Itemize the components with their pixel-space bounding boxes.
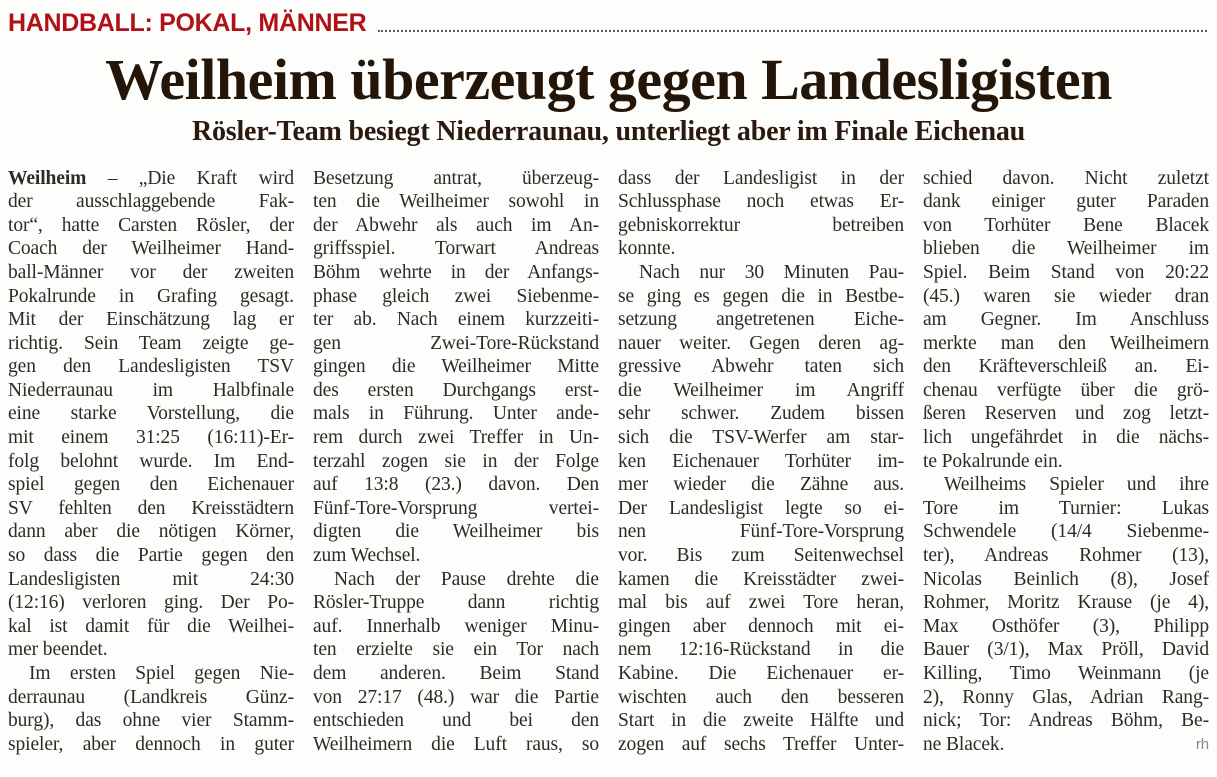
article-line: digten die Weilheimer bis xyxy=(313,521,599,543)
article-line: Start in die zweite Hälfte und xyxy=(618,710,904,732)
kicker-dotted-rule xyxy=(378,30,1207,32)
article-line: dank einiger guter Paraden xyxy=(923,191,1209,213)
article-column-3 xyxy=(618,167,904,757)
article-line: dem anderen. Beim Stand xyxy=(313,663,599,685)
article-line: chenau verfügte über die grö- xyxy=(923,379,1209,401)
article-line: nem 12:16-Rückstand in die xyxy=(618,639,904,661)
article-line: dann aber die nötigen Körner, xyxy=(8,521,294,543)
article-line: am Gegner. Im Anschluss xyxy=(923,309,1209,331)
article-line: so dass die Partie gegen den xyxy=(8,545,294,567)
article-line: Rösler-Truppe dann richtig xyxy=(313,592,599,614)
article-line: Nach der Pause drehte die xyxy=(334,568,599,590)
article-line: des ersten Durchgangs erst- xyxy=(313,379,599,401)
article-line: griffsspiel. Torwart Andreas xyxy=(313,238,599,260)
kicker-label: HANDBALL: POKAL, MÄNNER xyxy=(8,9,367,37)
article-line: Nach nur 30 Minuten Pau- xyxy=(639,261,904,283)
article-line: mer beendet. xyxy=(8,639,108,661)
article-line: den Kräfteverschleiß an. Ei- xyxy=(923,356,1209,378)
article-subheadline: Rösler-Team besiegt Niederraunau, unterliegt aber im Finale Eichenau xyxy=(191,116,1026,148)
article-line: gen den Landesligisten TSV xyxy=(8,356,294,378)
article-line: ßeren Reserven und zog letzt- xyxy=(923,403,1209,425)
article-line: von Torhüter Bene Blacek xyxy=(923,214,1209,236)
author-initials: rh xyxy=(1195,735,1209,753)
article-line: rh ne Blacek. xyxy=(923,733,1209,755)
article-line: von 27:17 (48.) war die Partie xyxy=(313,686,599,708)
article-line: eine starke Vorstellung, die xyxy=(8,403,294,425)
article-line: setzung angetretenen Eiche- xyxy=(618,309,904,331)
article-headline: Weilheim überzeugt gegen Landesligisten xyxy=(105,47,1112,112)
article-line: der Abwehr als auch im An- xyxy=(313,214,599,236)
article-line: spieler, aber dennoch in guter xyxy=(8,733,294,755)
article-line: die Weilheimer im Angriff xyxy=(618,379,904,401)
article-line: Spiel. Beim Stand von 20:22 xyxy=(923,261,1209,283)
article-line: Nicolas Beinlich (8), Josef xyxy=(923,568,1209,590)
article-line: ten die Weilheimer sowohl in xyxy=(313,191,599,213)
article-line: gebniskorrektur betreiben xyxy=(618,214,904,236)
article-column-4 xyxy=(923,167,1209,757)
article-line: kamen die Kreisstädter zwei- xyxy=(618,568,904,590)
article-line: se ging es gegen die in Bestbe- xyxy=(618,285,904,307)
article-line: nen Fünf-Tore-Vorsprung xyxy=(618,521,904,543)
article-line: nick; Tor: Andreas Böhm, Be- xyxy=(923,710,1209,732)
article-line: dass der Landesligist in der xyxy=(618,167,904,189)
article-line: SV fehlten den Kreisstädtern xyxy=(8,497,294,519)
dateline: Weilheim xyxy=(8,167,87,189)
article-line: sehr schwer. Zudem bissen xyxy=(618,403,904,425)
article-line: mal bis auf zwei Tore heran, xyxy=(618,592,904,614)
article-line: 2), Ronny Glas, Adrian Rang- xyxy=(923,686,1209,708)
article-line: Kabine. Die Eichenauer er- xyxy=(618,663,904,685)
article-line: gingen aber dennoch mit ei- xyxy=(618,615,904,637)
article-line: ter), Andreas Rohmer (13), xyxy=(923,545,1209,567)
article-columns xyxy=(8,167,1209,757)
article-line: mit einem 31:25 (16:11)-Er- xyxy=(8,427,294,449)
article-line: ken Eichenauer Torhüter im- xyxy=(618,450,904,472)
article-line: rem durch zwei Treffer in Un- xyxy=(313,427,599,449)
article-line: auf 13:8 (23.) davon. Den xyxy=(313,474,599,496)
article-line: vor. Bis zum Seitenwechsel xyxy=(618,545,904,567)
article-line: lich ungefährdet in die nächs- xyxy=(923,427,1209,449)
article-line: wischten auch den besseren xyxy=(618,686,904,708)
article-line: zum Wechsel. xyxy=(313,545,421,567)
article-line: (12:16) verloren ging. Der Po- xyxy=(8,592,294,614)
article-line: Niederraunau im Halbfinale xyxy=(8,379,294,401)
article-line: ten erzielte sie ein Tor nach xyxy=(313,639,599,661)
article-line: Im ersten Spiel gegen Nie- xyxy=(29,663,294,685)
article-line: mer wieder die Zähne aus. xyxy=(618,474,904,496)
article-line: terzahl zogen sie in der Folge xyxy=(313,450,599,472)
article-line: Weilheims Spieler und ihre xyxy=(944,474,1209,496)
article-line: gingen die Weilheimer Mitte xyxy=(313,356,599,378)
article-line: mals in Führung. Unter ande- xyxy=(313,403,599,425)
article-line: folg belohnt wurde. Im End- xyxy=(8,450,294,472)
article-line: tor“, hatte Carsten Rösler, der xyxy=(8,214,294,236)
article-line: gen Zwei-Tore-Rückstand xyxy=(313,332,599,354)
article-line: (45.) waren sie wieder dran xyxy=(923,285,1209,307)
article-line: der ausschlaggebende Fak- xyxy=(8,191,294,213)
article-line: Böhm wehrte in der Anfangs- xyxy=(313,261,599,283)
article-line: Bauer (3/1), Max Pröll, David xyxy=(923,639,1209,661)
article-line: Killing, Timo Weinmann (je xyxy=(923,663,1209,685)
article-line: Rohmer, Moritz Krause (je 4), xyxy=(923,592,1209,614)
article-line: Mit der Einschätzung lag er xyxy=(8,309,294,331)
article-line: ball-Männer vor der zweiten xyxy=(8,261,294,283)
article-line: gressive Abwehr taten sich xyxy=(618,356,904,378)
article-column-2 xyxy=(313,167,599,757)
article-line: derraunau (Landkreis Günz- xyxy=(8,686,294,708)
article-line: Weilheimern die Luft raus, so xyxy=(313,733,599,755)
kicker-row xyxy=(8,6,1209,36)
article-line: Pokalrunde in Grafing gesagt. xyxy=(8,285,294,307)
article-line: sich die TSV-Werfer am star- xyxy=(618,427,904,449)
article-line: te Pokalrunde ein. xyxy=(923,450,1063,472)
article-line: Besetzung antrat, überzeug- xyxy=(313,167,599,189)
article-line: kal ist damit für die Weilhei- xyxy=(8,615,294,637)
article-line: Schwendele (14/4 Siebenme- xyxy=(923,521,1209,543)
article-line: schied davon. Nicht zuletzt xyxy=(923,167,1209,189)
article-line: Max Osthöfer (3), Philipp xyxy=(923,615,1209,637)
article-line: nauer weiter. Gegen deren ag- xyxy=(618,332,904,354)
article-line: konnte. xyxy=(618,238,676,260)
article-line: Landesligisten mit 24:30 xyxy=(8,568,294,590)
article-line: Coach der Weilheimer Hand- xyxy=(8,238,294,260)
article-line: Weilheim – „Die Kraft wird xyxy=(8,167,294,189)
article-line: Fünf-Tore-Vorsprung vertei- xyxy=(313,497,599,519)
article-line: entschieden und bei den xyxy=(313,710,599,732)
article-line: Schlussphase noch etwas Er- xyxy=(618,191,904,213)
article-line: burg), das ohne vier Stamm- xyxy=(8,710,294,732)
article-line: phase gleich zwei Siebenme- xyxy=(313,285,599,307)
article-column-1 xyxy=(8,167,294,757)
article-line: spiel gegen den Eichenauer xyxy=(8,474,294,496)
article-line: Tore im Turnier: Lukas xyxy=(923,497,1209,519)
article-line: zogen auf sechs Treffer Unter- xyxy=(618,733,904,755)
article-line: merkte man den Weilheimern xyxy=(923,332,1209,354)
article-line: richtig. Sein Team zeigte ge- xyxy=(8,332,294,354)
article-line: auf. Innerhalb weniger Minu- xyxy=(313,615,599,637)
article-line: ter ab. Nach einem kurzzeiti- xyxy=(313,309,599,331)
article-line: Der Landesligist legte so ei- xyxy=(618,497,904,519)
article-line: blieben die Weilheimer im xyxy=(923,238,1209,260)
